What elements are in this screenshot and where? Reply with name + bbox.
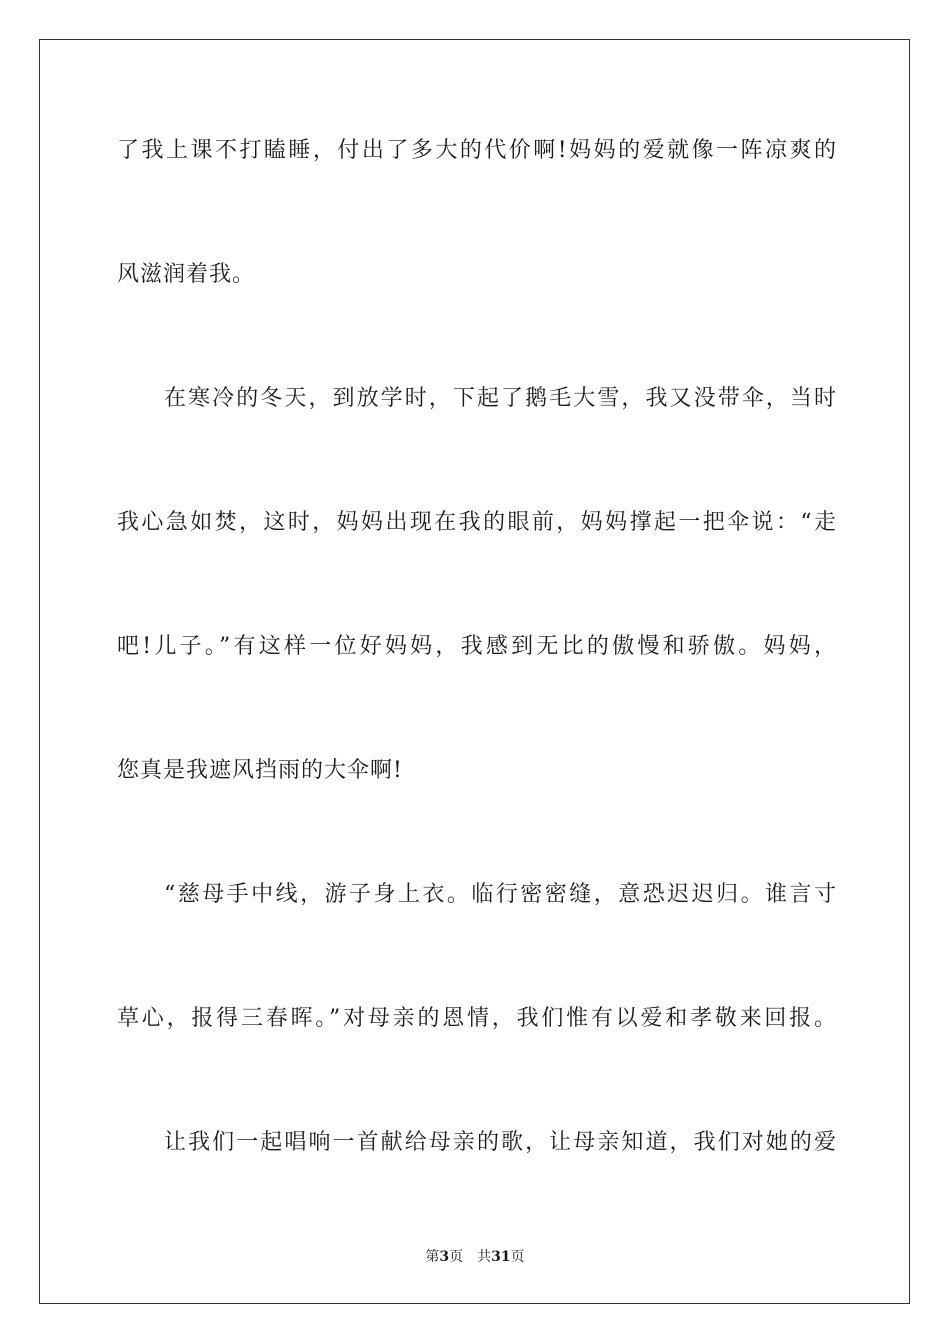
text-line-3: 在寒冷的冬天，到放学时，下起了鹅毛大雪，我又没带伞，当时: [164, 386, 837, 411]
page-suffix: 页: [449, 1249, 464, 1265]
page-number: 3: [439, 1249, 450, 1265]
page-border: [39, 39, 910, 1304]
text-line-4: 我心急如焚，这时，妈妈出现在我的眼前，妈妈撑起一把伞说：“走: [117, 510, 837, 535]
text-line-8: 草心，报得三春晖。”对母亲的恩情，我们惟有以爱和孝敬来回报。: [117, 1006, 837, 1031]
total-prefix: 共: [477, 1249, 492, 1265]
text-line-5: 吧!儿子。”有这样一位好妈妈，我感到无比的傲慢和骄傲。妈妈，: [117, 634, 837, 659]
text-line-9: 让我们一起唱响一首献给母亲的歌，让母亲知道，我们对她的爱: [164, 1130, 837, 1155]
text-line-2: 风滋润着我。: [117, 262, 256, 287]
text-line-6: 您真是我遮风挡雨的大伞啊!: [117, 758, 403, 783]
page-footer: [0, 1247, 950, 1267]
total-suffix: 页: [510, 1249, 525, 1265]
total-pages: 31: [491, 1249, 511, 1265]
page-prefix: 第: [425, 1249, 440, 1265]
text-line-1: 了我上课不打瞌睡，付出了多大的代价啊!妈妈的爱就像一阵凉爽的: [117, 138, 837, 163]
text-line-7: “慈母手中线，游子身上衣。临行密密缝，意恐迟迟归。谁言寸: [164, 882, 837, 907]
